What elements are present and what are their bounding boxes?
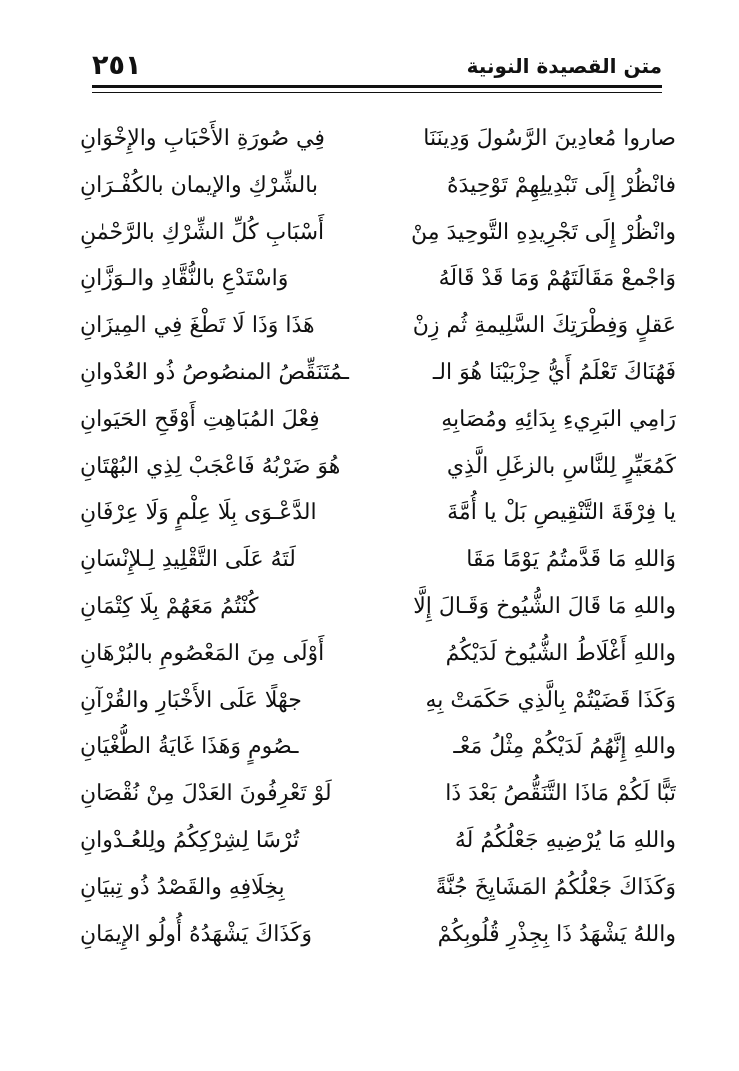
verse-second-hemistich: بِخِلَافِهِ والقَصْدُ ذُو تِبيَانِ [80,874,285,900]
verse-first-hemistich: وانْظُرْ إِلَى تَجْرِيدِهِ التَّوحِيدَ مِنْ [411,219,676,245]
verse-line [80,210,676,257]
verse-line [80,724,676,771]
verse-first-hemistich: واللهِ أَغْلَاطُ الشُّيُوخ لَدَيْكُمُ [445,640,676,666]
verse-second-hemistich: بالشِّرْكِ والإيمان بالكُفْـرَانِ [80,172,319,198]
verse-first-hemistich: يا فِرْقَةَ التَّنْقِيصِ بَلْ يا أُمَّةَ [447,500,676,526]
verse-line [80,490,676,537]
verse-first-hemistich: عَقلٍ وَفِطْرَتِكَ السَّلِيمةِ ثُم زِنْ [412,313,676,339]
verse-second-hemistich: لَوْ تَعْرِفُونَ العَدْلَ مِنْ نُقْصَانِ [80,781,332,807]
verse-second-hemistich: كُنْتُمُ مَعَهُمْ بِلَا كِتْمَانِ [80,593,259,619]
verse-second-hemistich: أَسْبَابِ كُلِّ الشِّرْكِ بالرَّحْمٰنِ [80,219,325,245]
verse-line [80,303,676,350]
verse-second-hemistich: فِعْلَ المُبَاهِتِ أَوْقَحِ الحَيَوانِ [80,406,320,432]
verse-line [80,631,676,678]
verse-line [80,865,676,912]
verse-first-hemistich: فانْظُرْ إِلَى تَبْدِيلِهِمْ تَوْحِيدَهُ [447,172,676,198]
verse-first-hemistich: تَبًّا لَكُمْ مَاذَا التَّنَقُّصُ بَعْدَ ذَا [445,781,676,807]
verse-first-hemistich: واللهِ إِنَّهُمُ لَدَيْكُمْ مِثْلُ مَعْـ [453,734,676,760]
verse-line [80,818,676,865]
verse-first-hemistich: صاروا مُعادِينَ الرَّسُولَ وَدِينَنَا [423,126,676,151]
verse-first-hemistich: واللهِ مَا يُرْضِيهِ جَعْلُكُمُ لَهُ [454,827,676,853]
verse-first-hemistich: وَكَذَا قَضَيْتُمْ بِالَّذِي حَكَمَتْ بِهِ [425,687,676,713]
verse-line [80,678,676,725]
verse-second-hemistich: لَتَهُ عَلَى التَّقْلِيدِ لِـلإِنْسَانِ [80,547,296,573]
verse-second-hemistich: هُوَ ضَرْبُهُ فَاعْجَبْ لِذِي البُهْتَانِ [80,453,341,479]
verse-first-hemistich: وَكَذَاكَ جَعْلُكُمُ المَشَايِخَ جُنَّةً [435,874,676,900]
verse-second-hemistich: أَوْلَى مِنَ المَعْصُومِ بالبُرْهَانِ [80,640,325,666]
verse-first-hemistich: وَاللهِ مَا قَدَّمتُمُ يَوْمًا مَقَا [466,547,676,573]
verse-second-hemistich: جهْلًا عَلَى الأَخْبَارِ والقُرْآنِ [80,687,302,713]
verse-second-hemistich: هَذَا وَذَا لَا تَطْغَ فِي المِيزَانِ [80,313,315,339]
verse-second-hemistich: وَاسْتَدْعِ بالنُّقَّادِ والـوَزَّانِ [80,266,289,292]
verse-first-hemistich: كَمُعَيِّرٍ لِلنَّاسِ بالزغَلِ الَّذِي [446,453,676,479]
verse-second-hemistich: الدَّعْـوَى بِلَا عِلْمٍ وَلَا عِرْفَانِ [80,500,317,526]
verse-line [80,912,676,959]
verse-line [80,397,676,444]
verse-line [80,584,676,631]
verse-line [80,350,676,397]
verse-line [80,771,676,818]
verse-line [80,116,676,163]
verse-line [80,444,676,491]
verse-second-hemistich: ـمُتَنَقِّصُ المنصُوصُ ذُو العُدْوانِ [80,359,350,385]
header-rule-thick [92,85,662,88]
page-header [92,48,662,84]
page-number: ٢٥١ [92,50,142,81]
verse-first-hemistich: فَهُنَاكَ تَعْلَمُ أَيُّ حِزْبَيْنَا هُوَ الـ [432,359,676,385]
verse-first-hemistich: رَامِي البَرِيءِ بِدَائِهِ ومُصَابِهِ [441,406,676,432]
verse-line [80,256,676,303]
verse-line [80,163,676,210]
verse-second-hemistich: ـصُومٍ وَهَذَا غَايَةُ الطُّغْيَانِ [80,734,299,760]
header-rule-thin [92,92,662,93]
verse-second-hemistich: وَكَذَاكَ يَشْهَدُهُ أُولُو الإِيمَانِ [80,921,312,947]
verse-first-hemistich: واللهِ مَا قَالَ الشُّيُوخ وَقَـالَ إِلَّا [413,593,676,619]
verse-second-hemistich: فِي صُورَةِ الأَحْبَابِ والإِخْوَانِ [80,126,325,151]
verse-first-hemistich: وَاجْمعْ مَقَالَتَهُمْ وَمَا قَدْ قَالَهُ [438,266,676,292]
verse-line [80,537,676,584]
verse-second-hemistich: تُرْسًا لِشِرْكِكُمُ ولِلعُـدْوانِ [80,827,300,853]
running-title: متن القصيدة النونية [466,54,662,78]
verse-first-hemistich: واللهُ يَشْهَدُ ذَا بِجِذْرِ قُلُوبِكُمْ [437,921,676,947]
poem-verses [80,116,676,958]
